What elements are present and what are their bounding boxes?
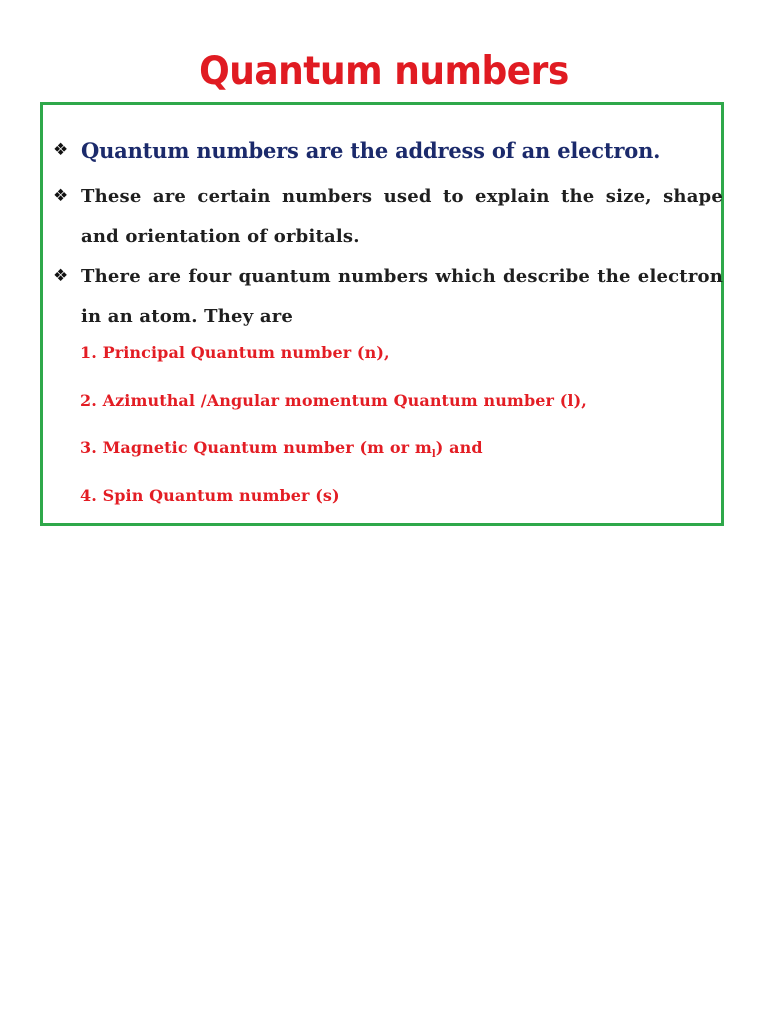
- diamond-bullet-icon: ❖: [53, 186, 69, 206]
- subscript-l: l: [431, 449, 436, 461]
- list-item-text: ) and: [435, 438, 483, 457]
- bullet-item: [53, 257, 723, 337]
- bullet-text: These are certain numbers used to explain the size, shape and orientation of orbitals.: [81, 186, 723, 247]
- list-item: [80, 436, 587, 484]
- bullet-text: Quantum numbers are the address of an electron.: [81, 138, 661, 163]
- bullet-item: [53, 177, 723, 257]
- content-box: [40, 102, 724, 526]
- diamond-bullet-icon: ❖: [53, 266, 69, 286]
- list-item: 2. Azimuthal /Angular momentum Quantum number (l),: [80, 390, 587, 410]
- bullet-text: There are four quantum numbers which describe the electron in an atom. They are: [81, 266, 723, 327]
- diamond-bullet-icon: ❖: [53, 140, 69, 160]
- list-item: 4. Spin Quantum number (s): [80, 485, 340, 505]
- list-item-text: 3. Magnetic Quantum number (m or m: [80, 438, 432, 457]
- bullet-item: [53, 131, 723, 171]
- list-item: 1. Principal Quantum number (n),: [80, 343, 390, 362]
- quantum-number-list: [80, 341, 587, 531]
- page-title: Quantum numbers: [199, 49, 569, 94]
